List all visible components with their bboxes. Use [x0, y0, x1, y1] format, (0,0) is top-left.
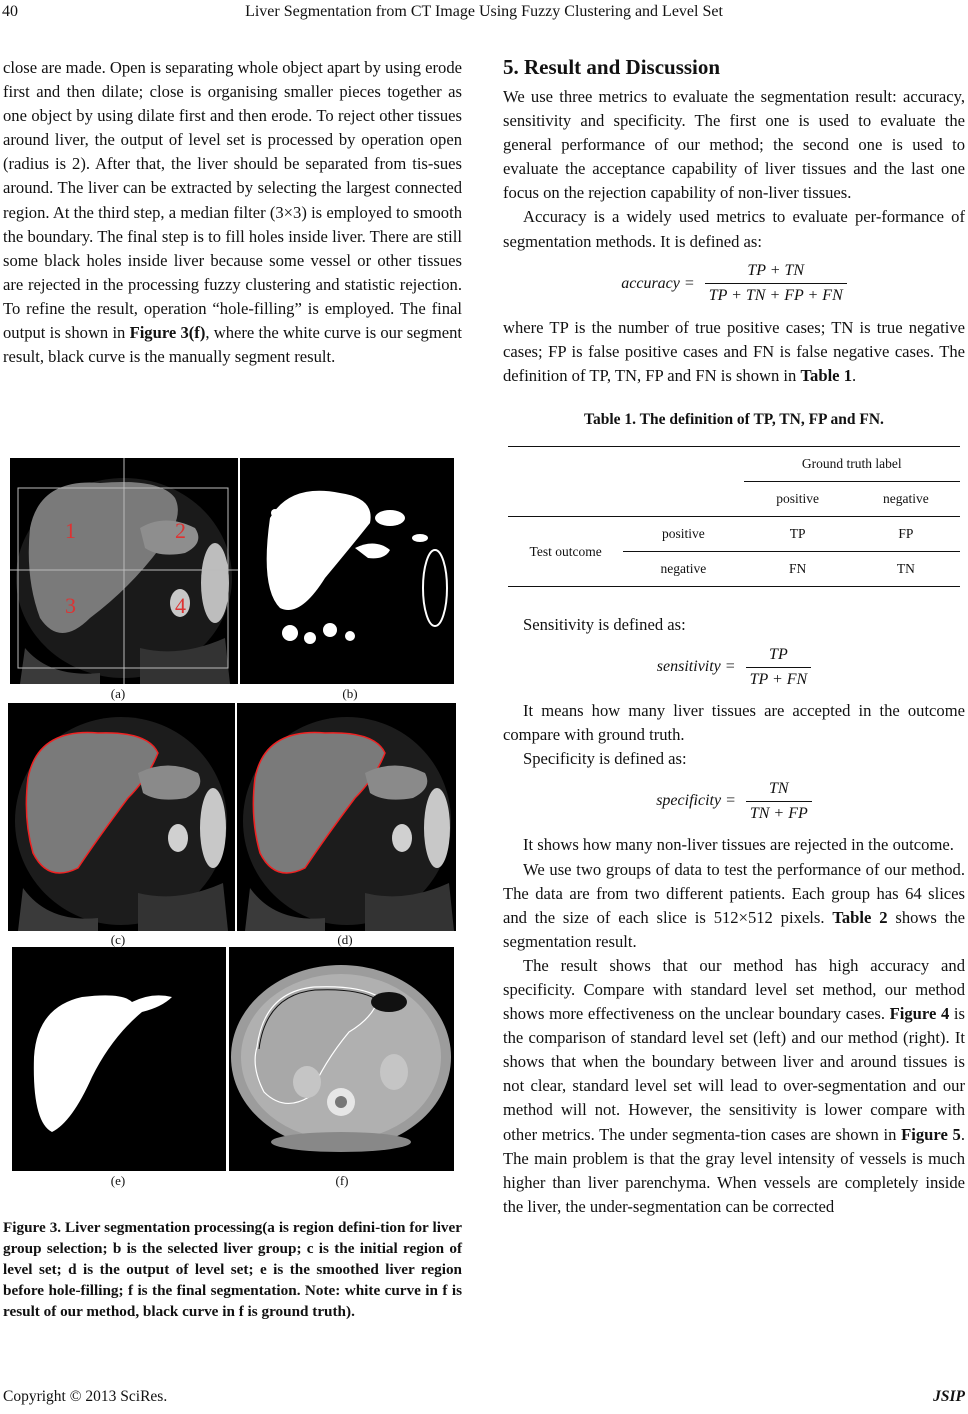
paragraph: We use three metrics to evaluate the segmentation result: accuracy, sensitivity and specificity. The first one is used to evaluate the general performance of our method; the second one is used to evaluate the acceptance capability of liver tissues and the last one focus on the rejection capability of non-liver tissues. — [503, 87, 965, 203]
paragraph: It shows how many non-liver tissues are rejected in the outcome. — [523, 835, 954, 855]
table-col-header: negative — [852, 482, 960, 517]
panel-b — [240, 458, 454, 684]
paragraph: Specificity is defined as: — [523, 749, 687, 769]
numerator: TN — [769, 779, 789, 797]
table-cell: TP — [744, 517, 852, 552]
denominator: TP + TN + FP + FN — [705, 283, 847, 308]
table-row-group: Test outcome — [508, 517, 623, 587]
panel-label: (f) — [335, 1173, 349, 1188]
table-ref[interactable]: Table 1 — [800, 365, 852, 385]
paragraph: close are made. Open is separating whole object apart by using erode first and then dilate; close is organising smaller pieces together as one object by using dilate first and then erode. To reject other tissues around liver, the output of level set is processed by operation open (radius is 2). After that, the liver should be separated from tis-sues around. The liver can be extracted by selecting the largest connected region. At the third step, a median filter (3×3) is employed to smooth the boundary. The final step is to fill holes inside liver. There are still some black holes inside liver because some vessel or other tissues are rejected in the processing fuzzy clustering and statistic rejection. To refine the result, operation “hole-filling” is employed. The final output is shown in Figure 3(f), where the white curve is our segment result, black curve is the manually segment result. — [3, 58, 462, 367]
panel-label: (c) — [110, 932, 126, 947]
denominator: TN + FP — [746, 801, 812, 826]
numerator: TP — [769, 645, 788, 663]
running-head — [0, 0, 968, 30]
region-number: 1 — [65, 518, 76, 543]
paragraph: We use two groups of data to test the performance of our method. The data are from two different patients. Each group has 64 slices and the size of each slice is 512×512 pixels. Table 2 shows the segmentation result. — [503, 859, 966, 951]
paragraph: It means how many liver tissues are accepted in the outcome compare with ground truth. — [503, 701, 965, 745]
left-column — [3, 56, 462, 369]
section-title: 5. Result and Discussion — [503, 55, 721, 79]
panel-c — [8, 703, 235, 931]
paragraph: The result shows that our method has high accuracy and specificity. Compare with standard level set method, our method shows more effectiveness on the unclear boundary cases. Figure 4 is the comparison of standard level set (left) and our method (right). It shows that when the boundary between liver and around tissues is not clear, standard level set will lead to over-segmentation and our method will not. However, the sensitivity is lower compare with other metrics. The under segmenta-tion cases are shown in Figure 5. The main problem is that the gray level intensity of vessels is much higher than liver parenchyma. When vessels are completely inside the liver, the under-segmentation can be corrected — [503, 955, 965, 1216]
region-number: 4 — [175, 593, 186, 618]
paragraph: Accuracy is a widely used metrics to evaluate per-formance of segmentation methods. It is defined as: — [503, 207, 965, 251]
panel-e — [12, 947, 226, 1171]
figure-ref[interactable]: Figure 5 — [901, 1124, 961, 1144]
copyright: Copyright © 2013 SciRes. — [3, 1388, 168, 1405]
journal-abbrev: JSIP — [933, 1388, 965, 1405]
table-ref[interactable]: Table 2 — [832, 907, 888, 927]
figure-ref[interactable]: Figure 3(f) — [129, 323, 206, 343]
equation-sensitivity: sensitivity = $\frac{TP}{TP + FN}$ — [503, 639, 965, 695]
definition-table — [508, 446, 960, 587]
panel-label: (d) — [337, 932, 353, 947]
right-column — [503, 56, 965, 1219]
panel-label: (e) — [110, 1173, 126, 1188]
region-number: 3 — [65, 593, 76, 618]
panel-f — [229, 947, 454, 1171]
page-number: 40 — [2, 3, 18, 20]
denominator: TP + FN — [746, 667, 812, 692]
figure-caption: Figure 3. Liver segmentation processing(a is region defini-tion for liver group selection; b is the selected liver group; c is the initial region of level set; d is the output of level set; e is the smoothed liver region before hole-filling; f is the final segmentation. Note: white curve in f is result of our method, black curve in f is ground truth). — [3, 1219, 462, 1320]
equation-specificity: specificity = $\frac{TN}{TN + FP}$ — [503, 773, 965, 829]
table-row-label: positive — [623, 517, 743, 552]
panel-label: (b) — [342, 686, 358, 701]
paragraph: Sensitivity is defined as: — [523, 615, 686, 635]
numerator: TP + TN — [747, 262, 805, 280]
table-cell: FN — [744, 552, 852, 587]
equation-accuracy: accuracy = $\frac{TP + TN}{TP + TN + FP + FN}$ — [503, 256, 965, 312]
running-title: Liver Segmentation from CT Image Using Fuzzy Clustering and Level Set — [245, 3, 723, 20]
table-group-header: Ground truth label — [744, 447, 960, 482]
paragraph: where TP is the number of true positive cases; TN is true negative cases; FP is false positive cases and FN is false negative cases. The definition of TP, TN, FP and FN is shown in Table 1. — [503, 317, 965, 385]
table-cell: FP — [852, 517, 960, 552]
table-title: Table 1. The definition of TP, TN, FP and FN. — [584, 410, 884, 428]
table-row-label: negative — [623, 552, 743, 587]
panel-a — [10, 458, 238, 684]
panel-label: (a) — [110, 686, 126, 701]
panel-d — [237, 703, 456, 931]
table-cell: TN — [852, 552, 960, 587]
region-number: 2 — [175, 518, 186, 543]
table-col-header: positive — [744, 482, 852, 517]
figure-ref[interactable]: Figure 4 — [889, 1004, 950, 1024]
